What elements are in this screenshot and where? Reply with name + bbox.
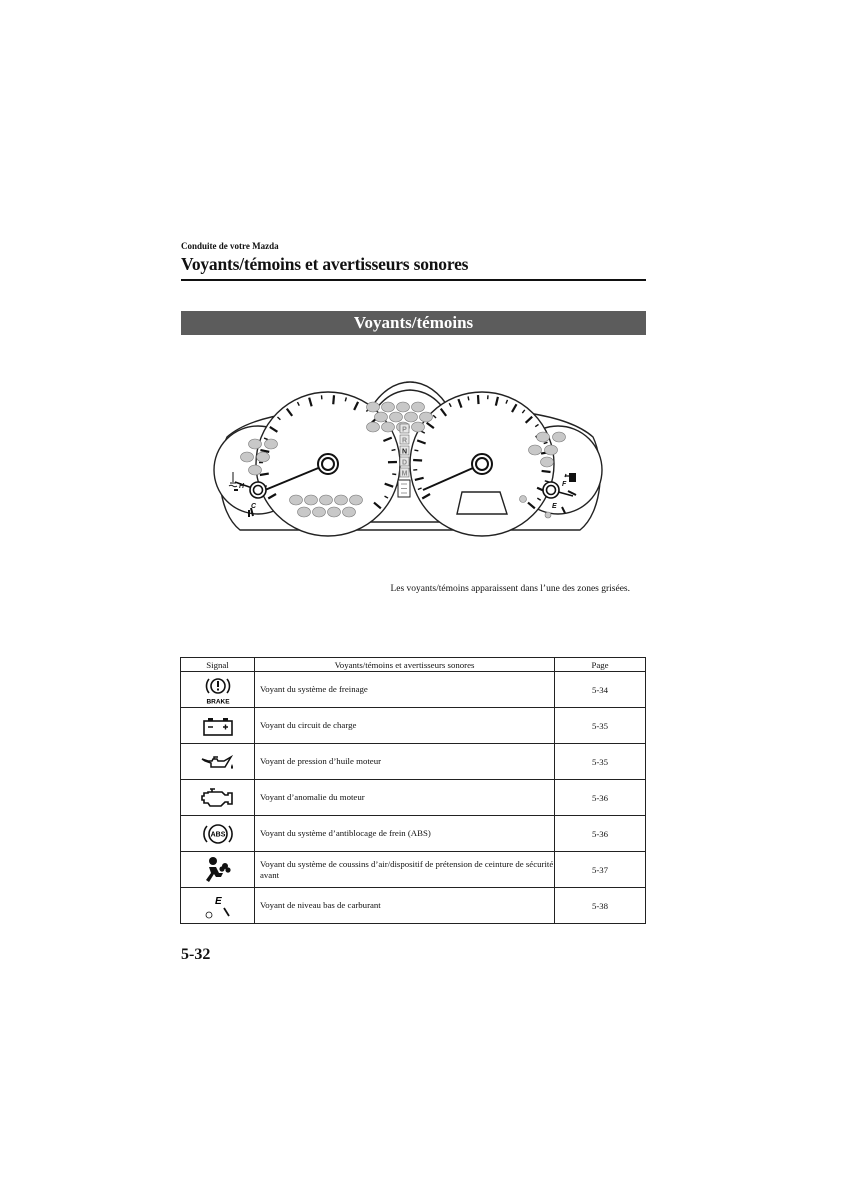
indicator-lamp-zone	[545, 445, 558, 455]
oil-pressure-icon	[181, 744, 255, 780]
indicator-lamp-zone	[537, 432, 550, 442]
table-row	[181, 672, 646, 708]
svg-text:BRAKE: BRAKE	[205, 698, 230, 705]
row-description: Voyant de pression d’huile moteur	[255, 744, 555, 780]
temp-cold-label: C	[251, 503, 257, 510]
section-banner: Voyants/témoins	[181, 311, 646, 335]
indicator-lamp-zone	[367, 422, 380, 432]
odometer-display	[457, 492, 507, 514]
gauge-tick	[414, 450, 418, 451]
indicator-lamp-zone	[412, 402, 425, 412]
heading-rule	[181, 279, 646, 281]
gauge-tick	[478, 395, 479, 404]
indicator-lamp-zone	[249, 439, 262, 449]
temp-hot-label: H	[239, 483, 245, 490]
row-page: 5-35	[555, 744, 646, 780]
table-row	[181, 744, 646, 780]
indicator-lamp-zone	[335, 495, 348, 505]
indicator-lamp-zone	[541, 457, 554, 467]
page-title: Voyants/témoins et avertisseurs sonores	[181, 254, 469, 274]
row-description: Voyant du système d’antiblocage de frein (ABS)	[255, 816, 555, 852]
indicator-lamp-zone	[249, 465, 262, 475]
indicator-lamp-zone	[529, 445, 542, 455]
gauge-tick	[542, 471, 551, 472]
row-description: Voyant du système de freinage	[255, 672, 555, 708]
indicator-lamp-zone	[241, 452, 254, 462]
instrument-cluster-illustration	[205, 372, 615, 540]
table-header-row	[181, 658, 646, 672]
low-fuel-icon	[181, 888, 255, 924]
battery-charge-icon	[181, 708, 255, 744]
gauge-tick	[392, 450, 396, 451]
table-row	[181, 888, 646, 924]
page-number: 5-32	[181, 946, 211, 963]
indicator-lamp-zone	[350, 495, 363, 505]
row-page: 5-34	[555, 672, 646, 708]
indicator-lamp-zone	[382, 402, 395, 412]
table-row	[181, 816, 646, 852]
indicator-lamp-zone	[343, 507, 356, 517]
indicator-lamp-zone	[420, 412, 433, 422]
table-row	[181, 708, 646, 744]
row-description: Voyant de niveau bas de carburant	[255, 888, 555, 924]
indicator-lamp-zone	[320, 495, 333, 505]
indicator-lamp-zone	[375, 412, 388, 422]
cluster-caption: Les voyants/témoins apparaissent dans l’une des zones grisées.	[390, 584, 630, 594]
header-signal: Signal	[181, 658, 255, 672]
abs-warning-icon	[181, 816, 255, 852]
indicator-lamp-zone	[328, 507, 341, 517]
row-page: 5-38	[555, 888, 646, 924]
indicator-lamp-zone	[397, 402, 410, 412]
header-description: Voyants/témoins et avertisseurs sonores	[255, 658, 555, 672]
gauge-tick	[413, 460, 422, 461]
indicator-lamp-zone	[390, 412, 403, 422]
gauge-tick	[260, 474, 269, 475]
gear-indicator-p: P	[402, 426, 407, 434]
table-row	[181, 780, 646, 816]
row-description: Voyant du circuit de charge	[255, 708, 555, 744]
indicator-lamp-zone	[298, 507, 311, 517]
warning-lights-table	[180, 657, 646, 924]
indicator-lamp-zone	[405, 412, 418, 422]
indicator-lamp-zone	[553, 432, 566, 442]
row-page: 5-37	[555, 852, 646, 888]
table-row	[181, 852, 646, 888]
brake-warning-icon	[181, 672, 255, 708]
gauge-tick	[333, 395, 334, 404]
gear-indicator-r: R	[401, 437, 408, 445]
indicator-lamp-zone	[257, 452, 270, 462]
row-page: 5-36	[555, 816, 646, 852]
svg-text:E: E	[214, 895, 222, 907]
gear-indicator-n: N	[401, 448, 408, 456]
indicator-lamp-zone	[313, 507, 326, 517]
row-description: Voyant du système de coussins d’air/dispositif de prétension de ceinture de sécurité avant	[255, 852, 555, 888]
indicator-lamp-zone	[412, 422, 425, 432]
indicator-lamp-zone	[290, 495, 303, 505]
indicator-lamp-zone	[265, 439, 278, 449]
indicator-lamp-zone	[382, 422, 395, 432]
gear-indicator-d: D	[401, 459, 408, 467]
check-engine-icon	[181, 780, 255, 816]
header-page: Page	[555, 658, 646, 672]
row-page: 5-35	[555, 708, 646, 744]
fuel-full-label: F	[562, 481, 567, 488]
gauge-tick	[468, 396, 469, 400]
fuel-empty-label: E	[552, 503, 557, 510]
svg-text:ABS: ABS	[210, 831, 225, 838]
gear-indicator-m: M	[401, 470, 408, 478]
row-description: Voyant d’anomalie du moteur	[255, 780, 555, 816]
indicator-lamp-zone	[305, 495, 318, 505]
indicator-lamp-zone	[367, 402, 380, 412]
row-page: 5-36	[555, 780, 646, 816]
section-label: Conduite de votre Mazda	[181, 241, 279, 251]
airbag-icon	[181, 852, 255, 888]
gauge-tick	[392, 474, 396, 475]
